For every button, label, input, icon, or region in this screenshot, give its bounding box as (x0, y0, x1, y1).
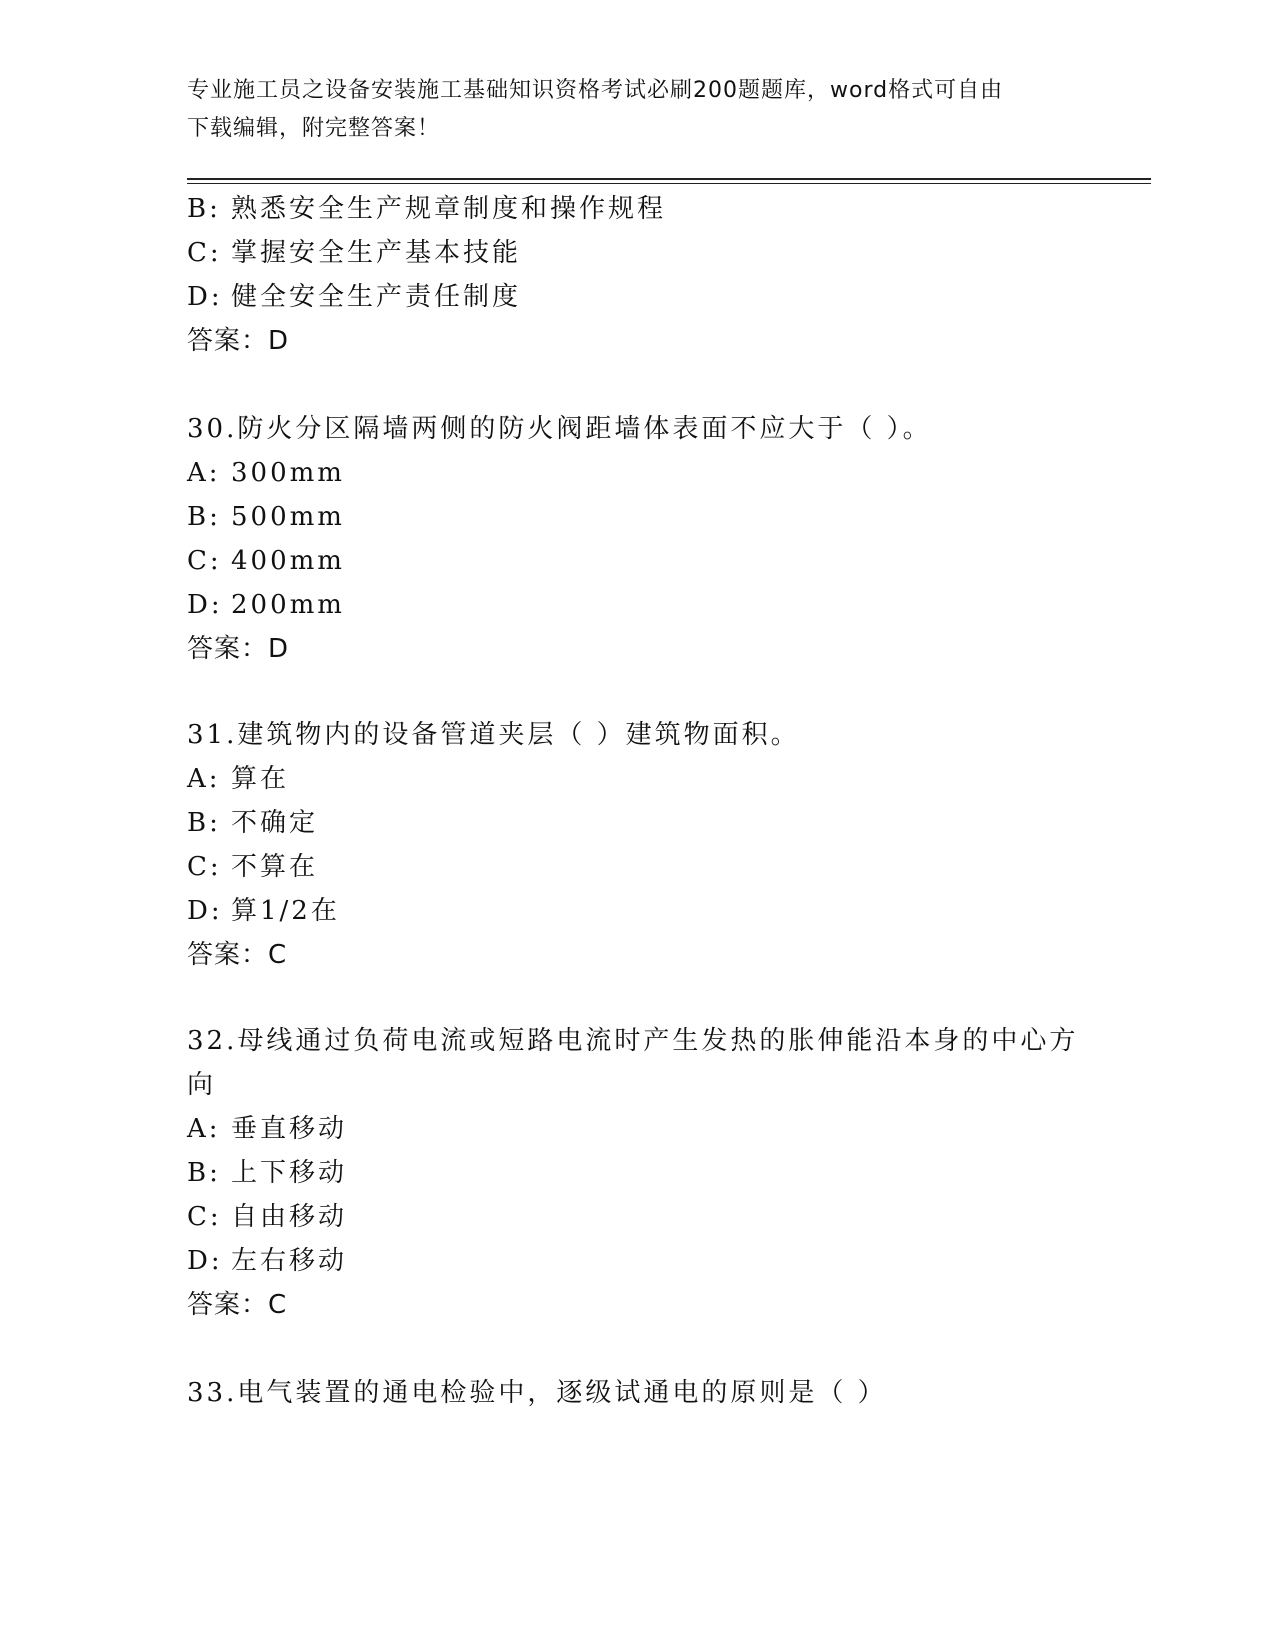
q29-answer: 答案：D (187, 326, 290, 356)
option-key: C: (187, 546, 222, 576)
option-key: D: (187, 282, 223, 312)
q31-option-c (187, 850, 318, 884)
option-key: B: (187, 1158, 221, 1188)
option-key: C: (187, 238, 222, 268)
q30-option-b (187, 500, 345, 534)
option-key: D: (187, 590, 223, 620)
option-text: 熟悉安全生产规章制度和操作规程 (231, 194, 667, 224)
q31-stem: 31.建筑物内的设备管道夹层（ ）建筑物面积。 (187, 720, 800, 750)
q32-option-b (187, 1156, 347, 1190)
q32-answer: 答案：C (187, 1290, 288, 1320)
option-text: 左右移动 (231, 1246, 348, 1276)
header-rule-thick (187, 178, 1151, 180)
option-key: A: (187, 458, 221, 488)
q29-option-c (187, 236, 521, 270)
q32-option-d (187, 1244, 347, 1278)
option-key: B: (187, 502, 221, 532)
q32-option-a (187, 1112, 347, 1146)
option-text: 算1/2在 (231, 896, 340, 926)
q32-stem-line-1: 32.母线通过负荷电流或短路电流时产生发热的胀伸能沿本身的中心方 (187, 1026, 1079, 1056)
q30-answer: 答案：D (187, 634, 290, 664)
q32-option-c (187, 1200, 347, 1234)
q30-option-a (187, 456, 345, 490)
q31-answer: 答案：C (187, 940, 288, 970)
q32-stem-line-2: 向 (187, 1070, 217, 1100)
option-text: 400mm (231, 546, 345, 576)
q30-option-c (187, 544, 345, 578)
q33-stem: 33.电气装置的通电检验中，逐级试通电的原则是（ ） (187, 1378, 887, 1408)
q29-option-b (187, 192, 666, 226)
option-text: 上下移动 (231, 1158, 348, 1188)
option-text: 垂直移动 (231, 1114, 348, 1144)
q31-option-b (187, 806, 318, 840)
option-text: 健全安全生产责任制度 (231, 282, 522, 312)
q30-stem: 30.防火分区隔墙两侧的防火阀距墙体表面不应大于（ ）。 (187, 414, 932, 444)
option-text: 不确定 (231, 808, 319, 838)
q29-option-d (187, 280, 521, 314)
header-line-2: 下载编辑，附完整答案！ (187, 116, 441, 141)
option-text: 掌握安全生产基本技能 (231, 238, 522, 268)
option-key: C: (187, 852, 222, 882)
q31-option-d (187, 894, 340, 928)
option-key: A: (187, 764, 221, 794)
option-text: 200mm (231, 590, 345, 620)
option-text: 不算在 (231, 852, 319, 882)
q30-option-d (187, 588, 345, 622)
header-rule-thin (187, 183, 1151, 184)
option-key: B: (187, 194, 221, 224)
option-key: A: (187, 1114, 221, 1144)
option-key: D: (187, 896, 223, 926)
q31-option-a (187, 762, 289, 796)
option-text: 算在 (231, 764, 290, 794)
option-key: B: (187, 808, 221, 838)
option-text: 300mm (231, 458, 345, 488)
document-header (187, 72, 1067, 148)
header-line-1: 专业施工员之设备安装施工基础知识资格考试必刷200题题库，word格式可自由 (187, 78, 1004, 103)
option-key: C: (187, 1202, 222, 1232)
option-text: 自由移动 (231, 1202, 348, 1232)
option-text: 500mm (231, 502, 345, 532)
option-key: D: (187, 1246, 223, 1276)
